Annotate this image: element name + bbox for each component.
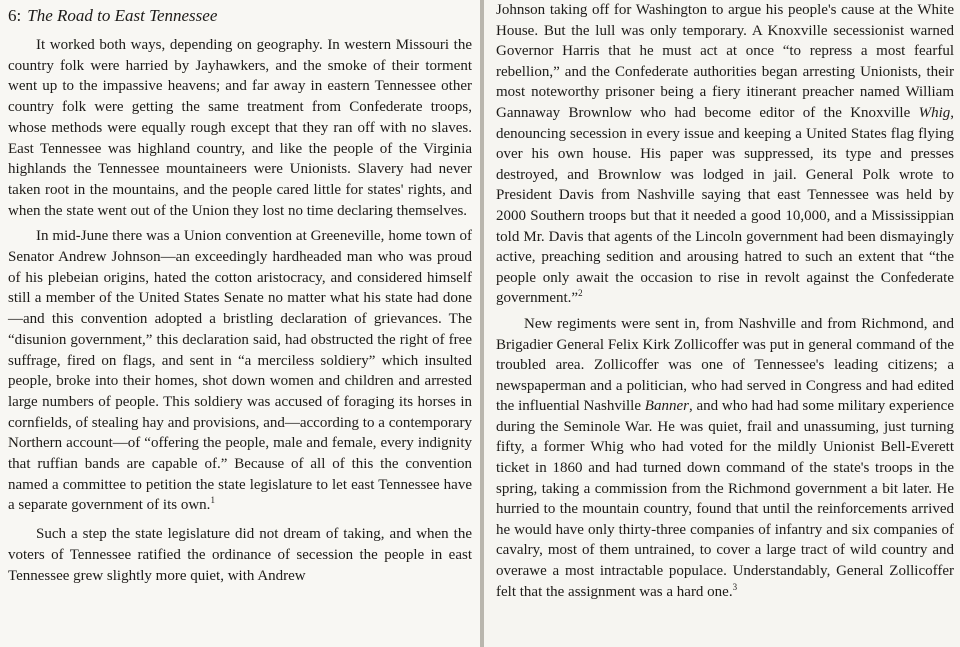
paragraph-legislature: Such a step the state legislature did not dream of taking, and when the voters of Tennessee ratified the ordinance of secession the people in east Tennessee grew slightly more quiet, with Andrew	[8, 526, 472, 584]
footnote-ref-3[interactable]: 3	[732, 581, 738, 592]
paragraph-geography: It worked both ways, depending on geography. In western Missouri the country folk were harried by Jayhawkers, and the smoke of their torment went up to the impassive heavens; and far away in eastern Tennessee other country folk were getting the same treatment from Confederate troops, whose methods were equally rough except that they ran off with no slaves. East Tennessee was highland country, and like the people of the Virginia highlands the Tennessee mountaineers were Unionists. Slavery had never taken root in the mountains, and the people cared little for states' rights, and when the state went out of the Union they lost no time declaring themselves.	[8, 37, 472, 219]
page-number: 6:	[8, 6, 22, 25]
newspaper-title-whig: Whig	[918, 104, 951, 121]
paragraph-zollicoffer	[496, 314, 954, 602]
running-header	[8, 5, 472, 35]
paragraph-brownlow	[496, 0, 954, 309]
footnote-ref-2[interactable]: 2	[578, 288, 583, 299]
paragraph-greeneville-convention	[8, 226, 472, 516]
paragraph-zollicoffer-text-b: , and who had had some military experience during the Seminole War. He was quiet, frail and unassuming, just turning fifty, a former Whig who had voted for the mildly Unionist Bell-Everett ticket in 1860 and had turned down command of the state's troops in the spring, taking a commission from the Richmond government a bit later. He hurried to the mountain country, found that until the reinforcements arrived he would have only thirty-three companies of infantry and six companies of cavalry, most of them untrained, to cover a large tract of wild country and overawe a most intractable populace. Understandably, General Zollicoffer felt that the assignment was a hard one.	[496, 398, 954, 600]
paragraph-brownlow-text-a: Johnson taking off for Washington to argue his people's cause at the White House. But the lull was only temporary. A Knoxville secessionist warned Governor Harris that he must act at once “to repress a most fearful rebellion,” and the Confederate authorities began arresting Unionists, their most noteworthy prisoner being a fiery itinerant preacher named William Gannaway Brownlow who had become editor of the Knoxville	[496, 2, 954, 121]
paragraph-greeneville-text: In mid-June there was a Union convention at Greeneville, home town of Senator Andrew Johnson—an exceedingly hardheaded man who was proud of his plebeian origins, hated the cotton aristocracy, and considered himself still a member of the United States Senate no matter what his state had done—and this convention adopted a bristling declaration of grievances. The “disunion government,” this declaration said, had obstructed the right of free suffrage, fired on flags, and sent in “a merciless soldiery” which insulted people, broke into their homes, shot down women and children and arrested large numbers of people. This soldiery was accused of foraging its horses in cornfields, of stealing hay and provisions, and—according to a contemporary Northern account—of “offering the people, male and female, every indignity that ruffian bands are capable of.” Because of all of this the convention named a committee to petition the state legislature to let east Tennessee have a separate government of its own.	[8, 228, 472, 514]
paragraph-zollicoffer-text-a: New regiments were sent in, from Nashville and from Richmond, and Brigadier General Felix Kirk Zollicoffer was put in general command of the troubled area. Zollicoffer was one of Tennessee's leading citizens; a newspaperman and a politician, who had served in Congress and had edited the influential Nashville	[496, 315, 954, 415]
running-title: The Road to East Tennessee	[27, 6, 218, 25]
paragraph-brownlow-text-b: , denouncing secession in every issue and keeping a United States flag flying over his own house. His paper was suppressed, its type and presses destroyed, and Brownlow was lodged in jail. General Polk wrote to President Davis from Nashville saying that east Tennessee was held by 2000 Southern troops but that it needed a good 10,000, and a Mississippian told Mr. Davis that agents of the Lincoln government had been dismayingly active, preaching sedition and arousing hatred to such an extent that “the people only await the occasion to rise in revolt against the Confederate government.”	[496, 104, 955, 307]
right-page	[484, 0, 960, 647]
newspaper-title-banner: Banner	[644, 398, 689, 415]
footnote-ref-1[interactable]: 1	[210, 495, 215, 506]
